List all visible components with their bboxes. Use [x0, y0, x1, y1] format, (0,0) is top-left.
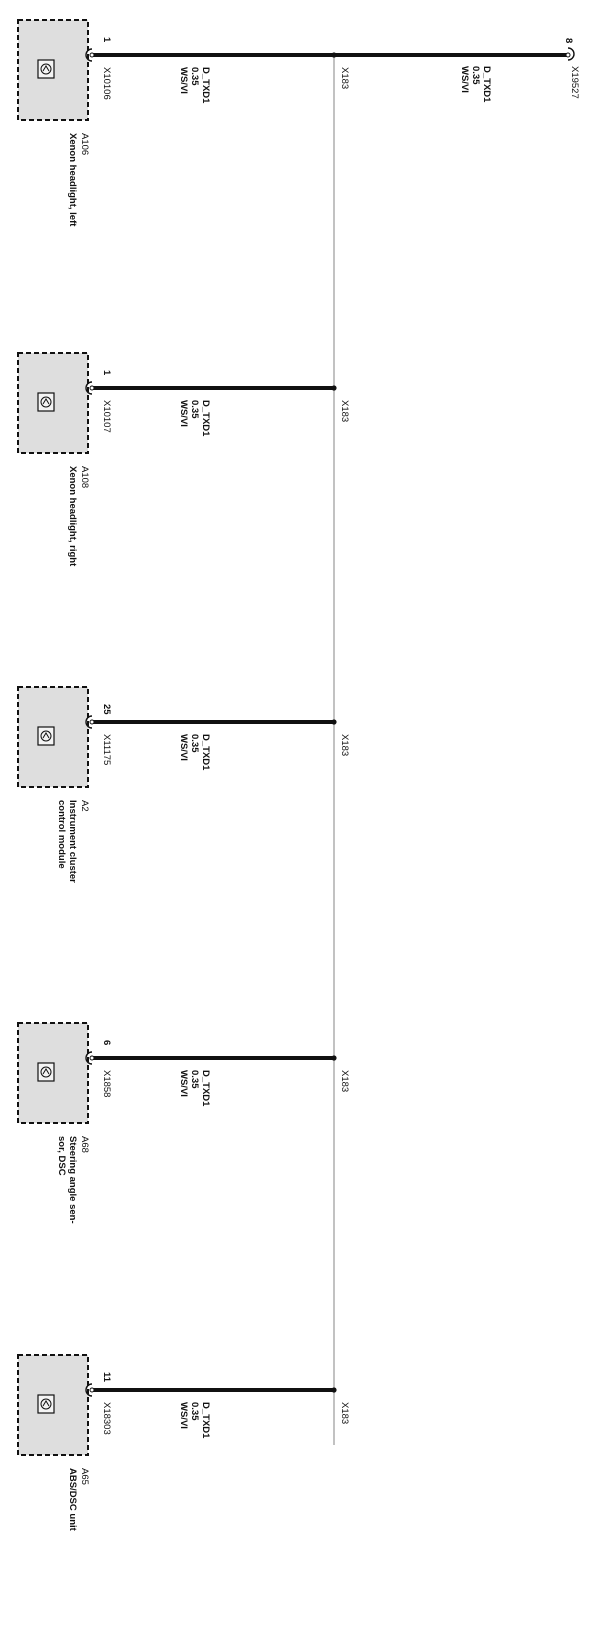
pin-number: 1 — [101, 37, 112, 43]
component-name: ABS/DSC unit — [67, 1468, 78, 1531]
splice-point — [331, 52, 336, 57]
component-id: A108 — [79, 466, 90, 489]
connector-label: X10106 — [101, 67, 112, 100]
color-label: WS/VI — [178, 1402, 189, 1429]
component-id: A2 — [79, 800, 90, 812]
source-signal-label: D_TXD1 — [481, 66, 492, 103]
pin-number: 11 — [101, 1372, 112, 1383]
component-branch-a2 — [18, 687, 350, 883]
gauge-label: 0.35 — [189, 67, 200, 86]
pin-number: 25 — [101, 704, 112, 715]
connector-pin-dot — [90, 1056, 94, 1060]
component-name: control module — [56, 800, 67, 869]
gauge-label: 0.35 — [189, 734, 200, 753]
component-branch-a68 — [18, 1023, 350, 1224]
component-id: A65 — [79, 1468, 90, 1485]
component-name: Steering angle sen- — [67, 1136, 78, 1224]
color-label: WS/VI — [178, 67, 189, 94]
component-branch-a106 — [18, 20, 350, 227]
source-gauge-label: 0.35 — [470, 66, 481, 85]
splice-point — [331, 1387, 336, 1392]
color-label: WS/VI — [178, 400, 189, 427]
signal-label: D_TXD1 — [200, 400, 211, 437]
bus-node-icon — [38, 60, 54, 78]
pin-number: 6 — [101, 1040, 112, 1046]
component-branch-a108 — [18, 353, 350, 567]
bus-node-icon — [38, 727, 54, 745]
source-connector-pin — [566, 48, 574, 60]
splice-label: X183 — [339, 67, 350, 90]
connector-pin-dot — [90, 720, 94, 724]
component-name: Xenon headlight, left — [67, 133, 78, 227]
source-connector-label: X19527 — [569, 66, 580, 99]
splice-label: X183 — [339, 734, 350, 757]
component-branch-a65 — [18, 1355, 350, 1532]
connector-label: X1858 — [101, 1070, 112, 1098]
connector-pin-dot — [90, 1388, 94, 1392]
source-pin-number: 8 — [563, 38, 574, 44]
color-label: WS/VI — [178, 1070, 189, 1097]
component-name: sor, DSC — [56, 1136, 67, 1176]
component-id: A106 — [79, 133, 90, 156]
splice-label: X183 — [339, 1402, 350, 1425]
splice-point — [331, 1055, 336, 1060]
connector-label: X10107 — [101, 400, 112, 433]
splice-label: X183 — [339, 400, 350, 423]
gauge-label: 0.35 — [189, 1402, 200, 1421]
connector-pin-dot — [90, 53, 94, 57]
splice-point — [331, 719, 336, 724]
source-color-label: WS/VI — [459, 66, 470, 93]
splice-label: X183 — [339, 1070, 350, 1093]
component-name: Instrument cluster — [67, 800, 78, 883]
signal-label: D_TXD1 — [200, 67, 211, 104]
component-id: A68 — [79, 1136, 90, 1153]
signal-label: D_TXD1 — [200, 734, 211, 771]
connector-label: X11175 — [101, 734, 112, 766]
connector-pin-dot — [90, 386, 94, 390]
bus-node-icon — [38, 393, 54, 411]
connector-label: X18303 — [101, 1402, 112, 1435]
signal-label: D_TXD1 — [200, 1402, 211, 1439]
bus-node-icon — [38, 1395, 54, 1413]
signal-label: D_TXD1 — [200, 1070, 211, 1107]
pin-number: 1 — [101, 370, 112, 376]
gauge-label: 0.35 — [189, 1070, 200, 1089]
color-label: WS/VI — [178, 734, 189, 761]
gauge-label: 0.35 — [189, 400, 200, 419]
splice-point — [331, 385, 336, 390]
bus-node-icon — [38, 1063, 54, 1081]
component-name: Xenon headlight, right — [67, 466, 78, 567]
